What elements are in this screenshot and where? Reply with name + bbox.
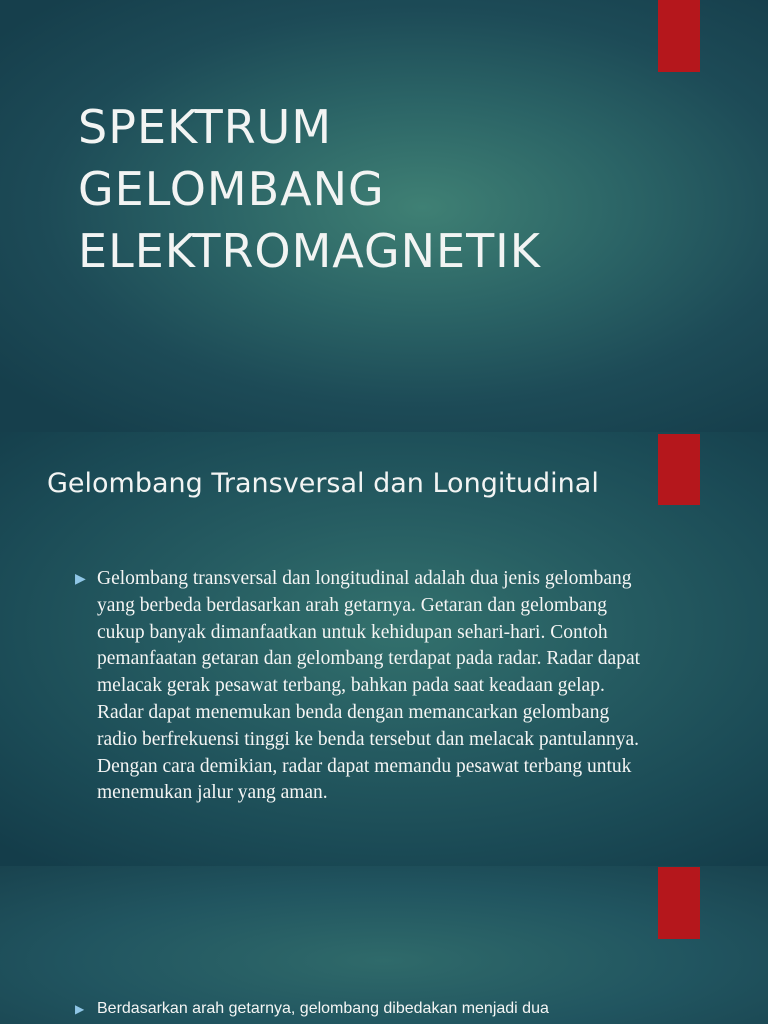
title-line: SPEKTRUM bbox=[78, 100, 333, 154]
title-line: ELEKTROMAGNETIK bbox=[78, 224, 541, 278]
slide-heading: Gelombang Transversal dan Longitudinal bbox=[47, 468, 599, 499]
accent-tab bbox=[658, 867, 700, 939]
slide-title-heading bbox=[78, 96, 698, 282]
slide-content bbox=[0, 432, 768, 866]
slide-content-partial bbox=[0, 866, 768, 1024]
triangle-bullet-icon: ▶ bbox=[75, 571, 86, 587]
accent-tab bbox=[658, 0, 700, 72]
bullet-item bbox=[75, 998, 635, 1020]
bullet-text: Gelombang transversal dan longitudinal adalah dua jenis gelombang yang berbeda berdasarkan arah getarnya. Getaran dan gelombang cukup banyak dimanfaatkan untuk kehidupan sehari-hari. Contoh pemanfaatan getaran dan gelombang terdapat pada radar. Radar dapat melacak gerak pesawat terbang, bahkan pada saat keadaan gelap. Radar dapat menemukan benda dengan memancarkan gelombang radio berfrekuensi tinggi ke benda tersebut dan melacak pantulannya. Dengan cara demikian, radar dapat memandu pesawat terbang untuk menemukan jalur yang aman. bbox=[97, 568, 641, 804]
triangle-bullet-icon: ▶ bbox=[75, 1002, 85, 1016]
slide-title bbox=[0, 0, 768, 432]
accent-tab bbox=[658, 434, 700, 505]
title-line: GELOMBANG bbox=[78, 162, 385, 216]
bullet-item bbox=[75, 566, 645, 807]
bullet-text: Berdasarkan arah getarnya, gelombang dibedakan menjadi dua bbox=[97, 1000, 549, 1017]
